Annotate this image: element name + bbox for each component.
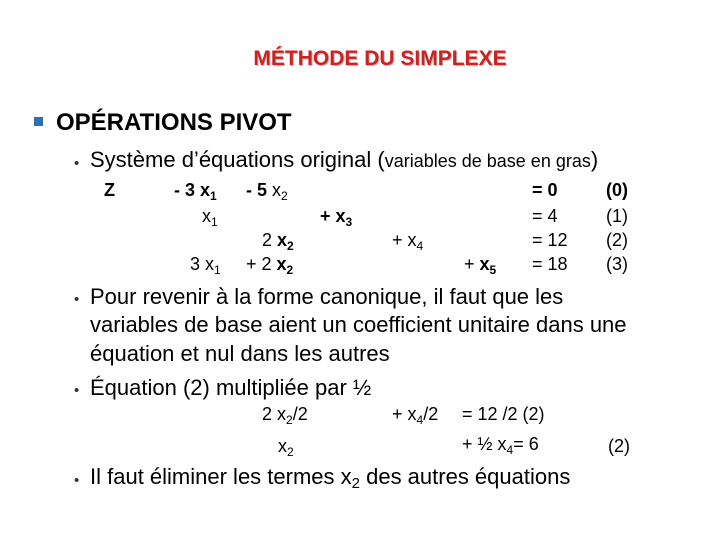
bullet-canonical-line3: équation et nul dans les autres <box>90 341 390 366</box>
mult-row1-x4-term: + $x_4/2$ <box>392 404 439 427</box>
row2-rhs: = 12 <box>532 230 568 250</box>
bullet-icon: • <box>74 472 80 489</box>
row0-z: Z <box>104 180 115 200</box>
row3-rhs: = 18 <box>532 254 568 274</box>
row1-number: (1) <box>606 206 628 226</box>
row3-x1-term: 3 $x_1$ <box>190 254 221 277</box>
section-heading: OPÉRATIONS PIVOT <box>56 109 292 136</box>
row2-x4-term: + $x_4$ <box>392 230 424 253</box>
row0-rhs: = 0 <box>532 180 558 200</box>
bullet-icon: • <box>74 155 80 172</box>
row1-x1-term: $x_1$ <box>202 206 218 229</box>
row3-x2-term: + 2 $x_2$ <box>246 254 294 277</box>
row2-number: (2) <box>606 230 628 250</box>
row0-number: (0) <box>606 180 628 200</box>
bullet-canonical-line2: variables de base aient un coefficient unitaire dans une <box>90 312 627 337</box>
mult-row1-rhs: = 12 /2 (2) <box>462 404 545 424</box>
row0-x2-term: - 5 $x_2$ <box>246 180 288 203</box>
row0-x1-term: - 3 $x_1$ <box>174 180 217 203</box>
row3-number: (3) <box>606 254 628 274</box>
row1-x3-term: + $x_3$ <box>320 206 353 229</box>
row2-x2-term: 2 $x_2$ <box>262 230 294 253</box>
bullet-icon: • <box>74 291 80 308</box>
row3-x5-term: + $x_5$ <box>464 254 497 277</box>
bullet-eliminate-x2: Il faut éliminer les termes $x_2$ des autres équations <box>90 464 571 492</box>
slide-title: MÉTHODE DU SIMPLEXE <box>253 47 507 70</box>
bullet-system-original: Système d’équations original (variables de base en gras) <box>90 147 599 172</box>
mult-row2-x2-term: $x_2$ <box>278 436 294 459</box>
row1-rhs: = 4 <box>532 206 558 226</box>
mult-row2-number: (2) <box>608 436 630 456</box>
mult-row2-x4-term: + ½ $x_4= 6$ <box>462 434 539 457</box>
bullet-equation-multiplied: Équation (2) multipliée par ½ <box>90 375 372 400</box>
square-bullet-icon <box>34 117 43 126</box>
mult-row1-x2-term: 2 $x_2/2$ <box>262 404 308 427</box>
bullet-canonical-line1: Pour revenir à la forme canonique, il faut que les <box>90 284 564 309</box>
bullet-icon: • <box>74 382 80 399</box>
